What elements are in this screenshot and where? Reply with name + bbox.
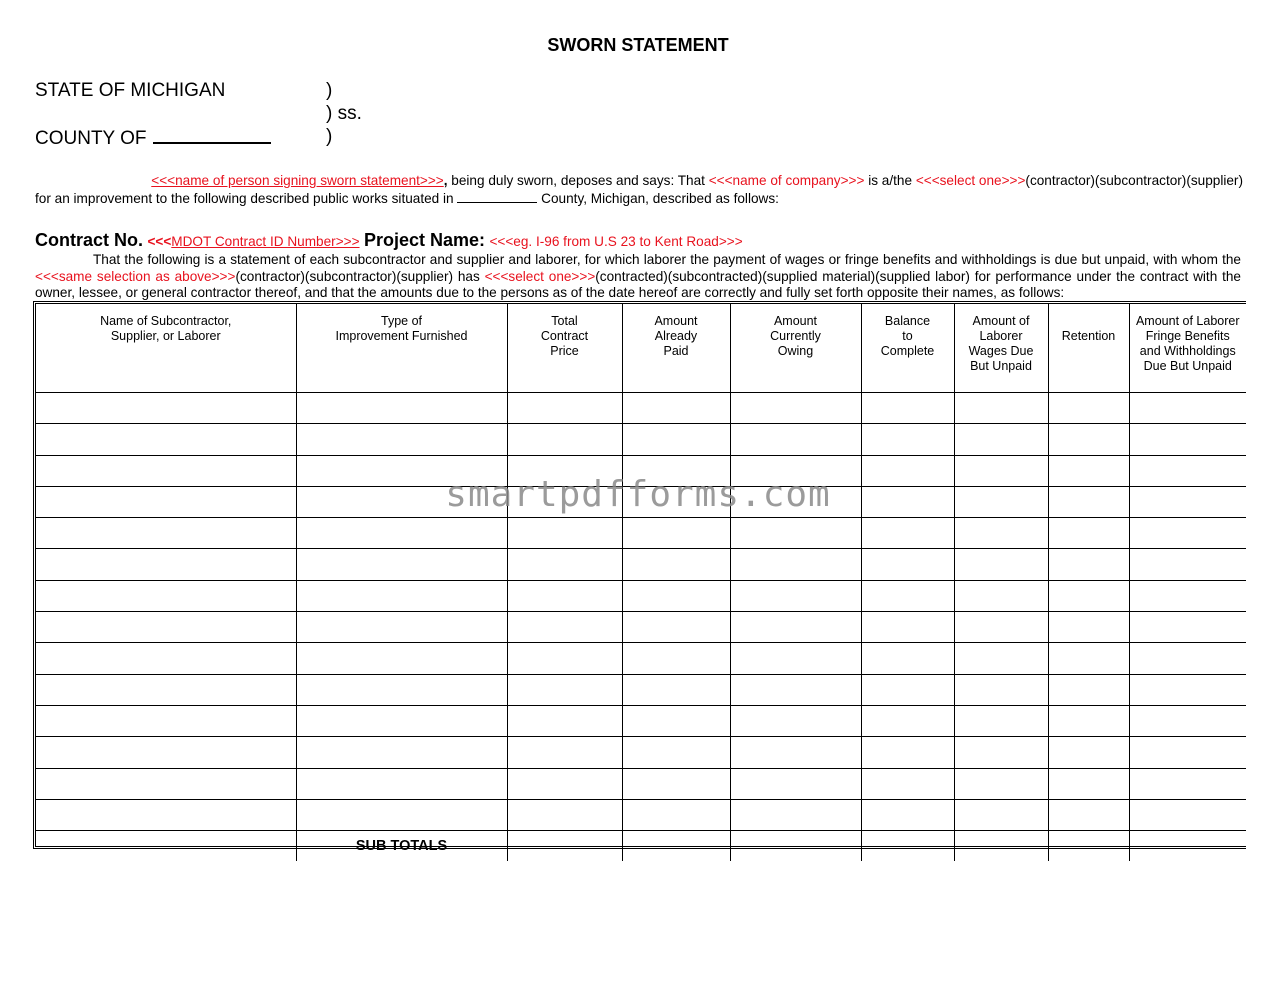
project-name-label: Project Name: <box>363 230 486 250</box>
subtotal-row <box>36 831 1246 862</box>
table-cell[interactable] <box>1048 737 1129 768</box>
column-header-9 <box>1129 304 1246 393</box>
table-cell[interactable] <box>1129 424 1246 455</box>
column-header-line: Name of Subcontractor, <box>100 314 232 328</box>
table-cell[interactable] <box>861 518 954 549</box>
subtotal-label: SUB TOTALS <box>296 831 507 862</box>
county-blank-field[interactable] <box>457 190 537 203</box>
table-cell[interactable] <box>954 799 1048 830</box>
table-cell[interactable] <box>1048 393 1129 424</box>
comma: , <box>443 173 448 188</box>
table-cell[interactable] <box>507 674 622 705</box>
table-cell[interactable] <box>730 549 861 580</box>
table-cell[interactable] <box>954 424 1048 455</box>
column-header-line: Amount <box>654 314 698 328</box>
table-cell[interactable] <box>1048 768 1129 799</box>
venue-paren-3: ) <box>326 126 333 147</box>
table-cell[interactable] <box>730 393 861 424</box>
column-header-line: Amount of <box>972 314 1030 328</box>
column-header-line: Balance <box>884 314 931 328</box>
table-cell[interactable] <box>1048 424 1129 455</box>
table-cell[interactable] <box>730 674 861 705</box>
column-header-4 <box>622 304 730 393</box>
column-header-8 <box>1048 304 1129 393</box>
table-row <box>36 705 1246 736</box>
column-header-line: Paid <box>663 344 689 358</box>
table-cell[interactable] <box>1048 518 1129 549</box>
table-cell[interactable] <box>622 549 730 580</box>
statement-text-4: for an improvement to the following described public works situated in <box>35 191 458 206</box>
column-header-line: Due But Unpaid <box>1143 359 1232 373</box>
table-cell[interactable] <box>507 580 622 611</box>
table-cell[interactable] <box>954 393 1048 424</box>
table-cell[interactable] <box>1048 643 1129 674</box>
table-row <box>36 612 1246 643</box>
table-cell[interactable] <box>1129 643 1246 674</box>
table-cell[interactable] <box>36 674 296 705</box>
table-cell[interactable] <box>954 549 1048 580</box>
table-cell[interactable] <box>507 393 622 424</box>
table-cell[interactable] <box>622 705 730 736</box>
table-cell[interactable] <box>1048 549 1129 580</box>
column-header-line: Total <box>551 314 578 328</box>
para2-text-3: (contracted)(subcontracted)(supplied material)(supplied labor) for performance under the contract with the owner, lessee, or general contractor thereof, and that the amounts due to the persons as of the date hereof are correctly and fully set forth opposite their names, as follows: <box>35 268 1241 300</box>
table-cell[interactable] <box>36 424 296 455</box>
table-cell[interactable] <box>507 799 622 830</box>
table-header-row <box>36 304 1246 393</box>
table-cell[interactable] <box>36 768 296 799</box>
table-cell[interactable] <box>507 612 622 643</box>
select-one-field[interactable]: <<<select one>>> <box>915 173 1026 188</box>
table-cell[interactable] <box>730 831 861 862</box>
column-header-line: Complete <box>880 344 935 358</box>
table-cell[interactable] <box>861 643 954 674</box>
watermark: smartpdfforms.com <box>445 474 831 515</box>
table-cell[interactable] <box>861 424 954 455</box>
column-header-line: Contract <box>540 329 589 343</box>
table-cell[interactable] <box>954 705 1048 736</box>
table-cell[interactable] <box>1048 831 1129 862</box>
table-cell[interactable] <box>730 799 861 830</box>
table-cell[interactable] <box>1129 612 1246 643</box>
statement-line-2 <box>35 190 1243 208</box>
table-cell[interactable] <box>1129 737 1246 768</box>
table-cell[interactable] <box>861 831 954 862</box>
table-row <box>36 674 1246 705</box>
table-cell[interactable] <box>296 674 507 705</box>
table-cell[interactable] <box>861 768 954 799</box>
table-cell[interactable] <box>622 799 730 830</box>
table-cell[interactable] <box>954 831 1048 862</box>
table-cell[interactable] <box>730 737 861 768</box>
table-cell[interactable] <box>622 768 730 799</box>
table-cell[interactable] <box>36 549 296 580</box>
table-cell[interactable] <box>36 643 296 674</box>
statement-text-2: is a/the <box>864 173 916 188</box>
table-cell[interactable] <box>36 612 296 643</box>
table-cell[interactable] <box>730 705 861 736</box>
table-cell[interactable] <box>730 612 861 643</box>
table-cell[interactable] <box>1048 705 1129 736</box>
table-cell[interactable] <box>730 768 861 799</box>
statement-line-1 <box>35 172 1243 190</box>
table-cell[interactable] <box>1129 831 1246 862</box>
table-row <box>36 518 1246 549</box>
table-cell[interactable] <box>507 831 622 862</box>
table-cell[interactable] <box>296 580 507 611</box>
table-row <box>36 580 1246 611</box>
table-cell[interactable] <box>36 518 296 549</box>
table-cell[interactable] <box>296 799 507 830</box>
column-header-line: But Unpaid <box>970 359 1032 373</box>
table-cell[interactable] <box>36 799 296 830</box>
column-header-line: Already <box>654 329 698 343</box>
venue-paren-ss: ) ss. <box>326 103 362 124</box>
table-row <box>36 549 1246 580</box>
table-cell[interactable] <box>861 612 954 643</box>
column-header-7 <box>954 304 1048 393</box>
table-cell[interactable] <box>1048 674 1129 705</box>
table-cell[interactable] <box>861 799 954 830</box>
para2-text-2: (contractor)(subcontractor)(supplier) has <box>235 268 485 284</box>
county-row <box>35 125 271 150</box>
column-header-line: Fringe Benefits <box>1145 329 1230 343</box>
person-name-field[interactable]: <<<name of person signing sworn statement>>> <box>151 173 444 188</box>
table-cell[interactable] <box>622 612 730 643</box>
table-cell[interactable] <box>36 705 296 736</box>
table-cell[interactable] <box>507 643 622 674</box>
project-name-field[interactable]: <<<eg. I-96 from U.S 23 to Kent Road>>> <box>489 234 743 249</box>
table-row <box>36 424 1246 455</box>
column-header-line: Owing <box>777 344 814 358</box>
contract-id-field[interactable]: MDOT Contract ID Number>>> <box>171 234 360 249</box>
table-cell[interactable] <box>1129 799 1246 830</box>
statement-text-5: County, Michigan, described as follows: <box>537 191 779 206</box>
column-header-line: Currently <box>770 329 821 343</box>
role-options: (contractor)(subcontractor)(supplier) <box>1025 173 1243 188</box>
table-cell[interactable] <box>622 393 730 424</box>
statement-paragraph-2 <box>35 252 1241 302</box>
column-header-1 <box>36 304 296 393</box>
table-cell[interactable] <box>730 424 861 455</box>
table-cell[interactable] <box>507 705 622 736</box>
table-cell[interactable] <box>622 737 730 768</box>
table-cell[interactable] <box>507 549 622 580</box>
table-cell[interactable] <box>296 705 507 736</box>
table-cell[interactable] <box>36 393 296 424</box>
table-row <box>36 768 1246 799</box>
select-one-field-2[interactable]: <<<select one>>> <box>484 268 596 284</box>
table-cell[interactable] <box>1129 518 1246 549</box>
column-header-line: Type of <box>381 314 422 328</box>
table-cell[interactable] <box>1129 768 1246 799</box>
table-cell[interactable] <box>954 643 1048 674</box>
table-cell[interactable] <box>1129 705 1246 736</box>
table-cell[interactable] <box>954 737 1048 768</box>
table-cell[interactable] <box>296 424 507 455</box>
table-cell[interactable] <box>954 768 1048 799</box>
table-cell[interactable] <box>622 580 730 611</box>
contract-no-label: Contract No. <box>35 230 143 250</box>
para2-text-1: That the following is a statement of each subcontractor and supplier and laborer, for which laborer the payment of wages or fringe benefits and withholdings is due but unpaid, with whom the <box>93 252 1241 267</box>
column-header-line: Laborer <box>979 329 1023 343</box>
table-cell[interactable] <box>730 518 861 549</box>
column-header-line: Supplier, or Laborer <box>110 329 221 343</box>
table-cell[interactable] <box>296 643 507 674</box>
table-cell[interactable] <box>861 393 954 424</box>
table-cell[interactable] <box>730 643 861 674</box>
table-cell[interactable] <box>507 768 622 799</box>
table-row <box>36 799 1246 830</box>
statement-table <box>33 301 1246 855</box>
table-cell[interactable] <box>622 643 730 674</box>
column-header-3 <box>507 304 622 393</box>
table-row <box>36 643 1246 674</box>
table-cell[interactable] <box>622 518 730 549</box>
table-cell[interactable] <box>507 737 622 768</box>
table-cell[interactable] <box>296 768 507 799</box>
table-cell[interactable] <box>861 549 954 580</box>
column-header-line: Amount <box>773 314 818 328</box>
column-header-line: Amount of Laborer <box>1135 314 1240 328</box>
column-header-line: to <box>902 329 913 343</box>
table-cell[interactable] <box>622 831 730 862</box>
table-cell[interactable] <box>296 737 507 768</box>
table-row <box>36 737 1246 768</box>
column-header-2 <box>296 304 507 393</box>
statement-paragraph <box>35 172 1243 208</box>
column-header-line: Retention <box>1061 329 1116 343</box>
table-cell[interactable] <box>954 674 1048 705</box>
table-cell[interactable] <box>296 549 507 580</box>
table-cell[interactable] <box>36 580 296 611</box>
table-cell[interactable] <box>954 518 1048 549</box>
table-cell[interactable] <box>954 580 1048 611</box>
table-cell[interactable] <box>861 674 954 705</box>
table-cell[interactable] <box>507 518 622 549</box>
table-cell[interactable] <box>1129 549 1246 580</box>
column-header-line: Wages Due <box>968 344 1034 358</box>
table-cell[interactable] <box>36 737 296 768</box>
column-header-line: Improvement Furnished <box>335 329 468 343</box>
table-cell[interactable] <box>296 518 507 549</box>
contract-field-prefix: <<< <box>147 234 172 249</box>
column-header-6 <box>861 304 954 393</box>
table-cell[interactable] <box>861 580 954 611</box>
same-selection-field[interactable]: <<<same selection as above>>> <box>35 268 236 284</box>
state-label: STATE OF MICHIGAN <box>35 80 226 101</box>
contract-row <box>35 230 743 251</box>
table-cell[interactable] <box>861 705 954 736</box>
table-cell[interactable] <box>954 612 1048 643</box>
column-header-line: and Withholdings <box>1139 344 1236 358</box>
statement-text-1: being duly sworn, deposes and says: That <box>447 173 709 188</box>
table-cell[interactable] <box>1129 580 1246 611</box>
table-cell[interactable] <box>861 737 954 768</box>
table-cell[interactable] <box>1129 393 1246 424</box>
company-name-field[interactable]: <<<name of company>>> <box>708 173 865 188</box>
county-label: COUNTY OF <box>35 128 147 149</box>
column-header-line: Price <box>550 344 579 358</box>
table-cell[interactable] <box>622 424 730 455</box>
page-title: SWORN STATEMENT <box>547 35 729 55</box>
table-cell[interactable] <box>296 393 507 424</box>
table-cell[interactable] <box>296 612 507 643</box>
table-body <box>36 393 1246 862</box>
table-cell[interactable] <box>1048 612 1129 643</box>
venue-paren-1: ) <box>326 80 333 101</box>
table-cell[interactable] <box>1048 580 1129 611</box>
table-cell[interactable] <box>507 424 622 455</box>
table-cell[interactable] <box>730 580 861 611</box>
table-cell[interactable] <box>622 674 730 705</box>
table-row <box>36 393 1246 424</box>
county-input[interactable] <box>153 125 271 144</box>
table-cell[interactable] <box>36 831 296 862</box>
table-cell[interactable] <box>1048 799 1129 830</box>
column-header-5 <box>730 304 861 393</box>
table-cell[interactable] <box>1129 674 1246 705</box>
